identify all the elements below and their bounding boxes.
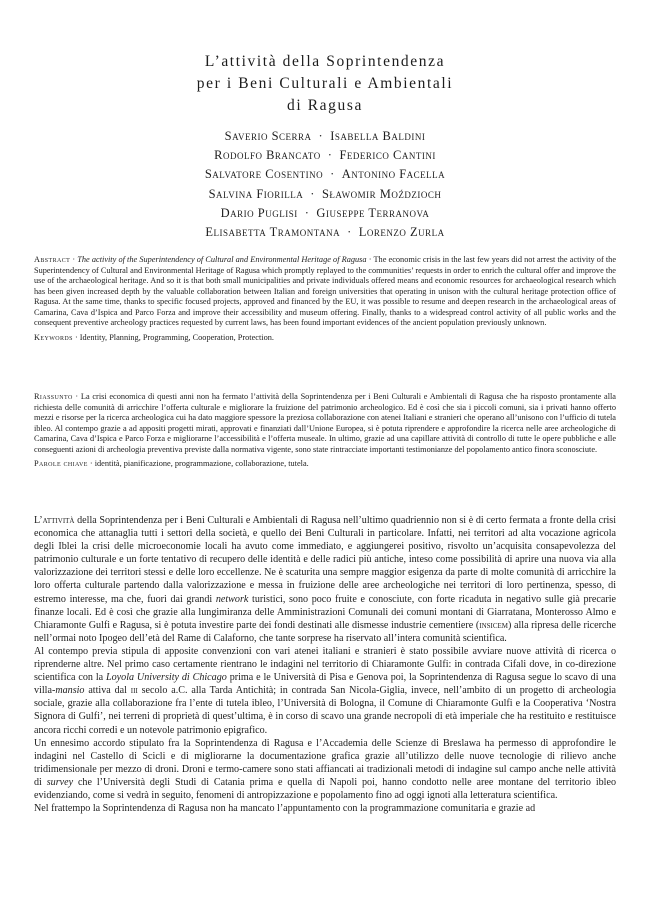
riassunto-label: Riassunto xyxy=(34,392,73,401)
author-name: Isabella Baldini xyxy=(330,129,426,143)
author-name: Lorenzo Zurla xyxy=(358,225,445,240)
author-row xyxy=(0,204,650,223)
author-list xyxy=(0,127,650,242)
title-line-2: per i Beni Culturali e Ambientali xyxy=(196,75,454,92)
lead-word: L’attività xyxy=(34,515,75,526)
separator-dot: · xyxy=(72,255,76,264)
separator-dot: · xyxy=(318,129,324,143)
italic-term: Loyola University di Chicago xyxy=(106,672,227,684)
title-line-1: L’attività della Soprintendenza xyxy=(204,53,446,70)
body-text-run: turistici, sono poco fruite e conosciute, con forte ricaduta in negativo sulle già precarie finanze locali. Ed è così che grazie alla lungimiranza delle Amministrazioni Comunali dei comuni montani di Giarratana, Monterosso Almo e Chiaramonte Gulfi e Ragusa, si è potuta investire parte dei fondi destinati alle dismesse industrie cementiere ( xyxy=(34,593,616,631)
riassunto-section xyxy=(34,392,616,470)
author-row xyxy=(0,165,650,184)
abstract-english-title: The activity of the Superintendency of Cultural and Environmental Heritage of Ragusa xyxy=(77,255,367,264)
keywords-paragraph xyxy=(34,333,616,344)
keywords-label: Keywords xyxy=(34,332,73,342)
body-paragraph-1 xyxy=(34,514,616,645)
separator-dot: · xyxy=(368,255,372,264)
separator-dot: · xyxy=(74,332,78,342)
author-row xyxy=(0,223,650,242)
body-text-run: che l’Università degli Studi di Catania prima e quella di Napoli poi, hanno condotto nelle aree montane del territorio ibleo evidenziando, come si vedrà in seguito, fenomeni di antropizzazione e popolamento fino ad oggi ignoti alla letteratura scientifica. xyxy=(34,776,616,801)
author-row xyxy=(0,146,650,165)
abstract-label: Abstract xyxy=(34,255,71,264)
author-name: Sławomir Moździoch xyxy=(321,186,442,201)
author-name: Federico Cantini xyxy=(339,148,436,163)
body-text-run: Un ennesimo accordo stipulato fra la Soprintendenza di Ragusa e l’Accademia delle Scienze di Breslawa ha permesso di approfondire le indagini nel Castello di Scicli e di migliorarne la documentazione grafica grazie all’utilizzo delle nuove tecnologie di rilievo anche tridimensionale per mezzo di droni. Droni e termo-camere sono stati affiancati ai tradizionali metodi di indagine sul campo anche nelle attività di xyxy=(34,737,616,788)
author-row xyxy=(0,127,650,146)
body-text-run: prima e le Università di Pisa e Genova poi, la Soprintendenza di Ragusa segue lo scavo di una villa- xyxy=(34,672,616,697)
italic-term: mansio xyxy=(55,685,85,697)
separator-dot: · xyxy=(347,225,352,240)
body-text-run: ) alla ripresa delle ricerche nell’ormai noto Ipogeo dell’età del Rame di Calaforno, che tante sorprese ha riservato all’intera comunità scientifica. xyxy=(34,619,616,644)
title-line-3: di Ragusa xyxy=(287,97,363,114)
separator-dot: · xyxy=(310,186,315,201)
italic-term: network xyxy=(215,593,249,605)
abstract-paragraph xyxy=(34,255,616,329)
separator-dot: · xyxy=(75,392,79,401)
author-name: Giuseppe Terranova xyxy=(316,205,430,220)
separator-dot: · xyxy=(327,148,333,163)
riassunto-paragraph xyxy=(34,392,616,455)
separator-dot: · xyxy=(89,459,93,469)
author-name: Salvina Fiorilla xyxy=(208,186,304,201)
author-name: Antonino Facella xyxy=(341,167,446,182)
italic-term: survey xyxy=(46,776,74,788)
body-text-run: secolo a.C. alla Tarda Antichità; in contrada San Nicola-Giglia, invece, nell’ambito di un progetto di archeologia sociale, grazie alla collaborazione fra l’ente di tutela ibleo, l’Università di Bologna, il Comune di Chiaramonte Gulfi e la Cooperativa ‘Nostra Signora di Gulfi’, nei terreni di proprietà di quest’ultima, è in corso di scavo una grande necropoli di età imperiale che ha restituito e restituisce ancora ricchi corredi e un notevole patrimonio epigrafico. xyxy=(34,685,617,736)
author-name: Rodolfo Brancato xyxy=(214,148,321,163)
body-text-run: Nel frattempo la Soprintendenza di Ragusa non ha mancato l’appuntamento con la programmazione comunitaria e grazie ad xyxy=(34,803,536,815)
body-text-run: Al contempo previa stipula di apposite convenzioni con vari atenei italiani e stranieri è stato possibile avviare nuove attività di ricerca o riprenderne altre. Nel primo caso certamente rientrano le indagini nel territorio di Chiaramonte Gulfi: in contrada Cifali dove, in co-direzione scientifica con la xyxy=(34,645,616,684)
parole-chiave-label: Parole chiave xyxy=(34,459,88,469)
parole-chiave-paragraph xyxy=(34,459,616,470)
abstract-section xyxy=(34,255,616,343)
body-text-run: della Soprintendenza per i Beni Culturali e Ambientali di Ragusa nell’ultimo quadriennio non si è di certo fermata a fronte della crisi economica che attanaglia tutti i settori della società, e quello dei Beni Culturali in particolare. Infatti, nei territori ad alta vocazione agricola degli Iblei la crisi delle microeconomie locali ha avuto come immediato, e aggiungerei positivo, risvolto un’acquisita consapevolezza del patrimonio culturale e un forte tentativo di recupero delle identità e delle radici più antiche, inteso come possibilità di aprire una nuova via alla valorizzazione dei territori stessi e delle loro eccellenze. Ne è scaturita una sempre maggior esigenza da parte di molte comunità di arricchire la loro offerta culturale partendo dalla valorizzazione e messa in fruizione delle aree archeologiche nei territori di loro pertinenza, spesso, di estremo interesse, ma che, fuori dai grandi xyxy=(34,515,616,605)
parole-chiave-text: identità, pianificazione, programmazione, collaborazione, tutela. xyxy=(94,459,309,469)
body-paragraph-3 xyxy=(34,737,616,802)
keywords-text: Identity, Planning, Programming, Cooperation, Protection. xyxy=(79,332,274,342)
body-text-run: attiva dal xyxy=(84,685,131,697)
article-title xyxy=(0,51,650,117)
author-name: Salvatore Cosentino xyxy=(204,167,324,182)
riassunto-text: La crisi economica di questi anni non ha fermato l’attività della Soprintendenza per i Beni Culturali e Ambientali di Ragusa che ha risposto prontamente alla richiesta delle comunità di arricchire l’offerta culturale e migliorare la fruizione del patrimonio archeologico. Ed è così che sia i piccoli comuni, sia i privati hanno offerto mezzi e risorse per la ricerca archeologica cui ha dato maggiore spessore la preziosa collaborazione con atenei Italiani e stranieri che operano all’unisono con l’ufficio di tutela ibleo. Al contempo grazie a ad appositi progetti mirati, approvati e finanziati dall’Unione Europea, si è potuta riprendere e approfondire la ricerca nelle aree archeologiche di Camarina, Cava d’Ispica e Parco Forza e migliorarne l’accessibilità e l’offerta museale. In ultimo, grazie ad una capillare attività di controllo di tutte le opere pubbliche e alle conseguenti azioni di archeologia preventiva previste dalla normativa vigente, sono state rintracciate importanti testimonianze del popolamento antico finora sconosciute. xyxy=(34,392,616,454)
author-row xyxy=(0,185,650,204)
separator-dot: · xyxy=(330,167,335,182)
body-paragraph-2 xyxy=(34,645,616,737)
acronym: insicem xyxy=(479,619,509,631)
abstract-text: The economic crisis in the last few years did not arrest the activity of the Superintendency of Cultural and Environmental Heritage of Ragusa which promptly replayed to the communities’ requests in order to enrich the cultural offer and improve the use of the archaeological heritage. And so it is that both small municipalities and private individuals offered means and economic resources for archaeological research which has been given increased depth by the valuable collaboration between Italian and foreign universities that operating in unison with the cultural heritage protection office of Ragusa. At the same time, thanks to specific focused projects, approved and financed by the EU, it was possible to resume and deepen research in the archaeological areas of Camarina, Cava d’Ispica and Parco Forza and improve their accessibility and museum offering. Finally, thanks to a widespread control activity of all public works and the consequent preventive archeology practices requested by current laws, has been found important evidences of the ancient population previously unknown. xyxy=(34,255,617,328)
separator-dot: · xyxy=(304,205,310,220)
author-name: Saverio Scerra xyxy=(224,129,312,143)
century-numeral: iii xyxy=(130,685,138,697)
body-text xyxy=(34,514,616,815)
body-paragraph-4 xyxy=(34,802,616,815)
author-name: Dario Puglisi xyxy=(220,205,298,220)
author-name: Elisabetta Tramontana xyxy=(205,225,341,240)
